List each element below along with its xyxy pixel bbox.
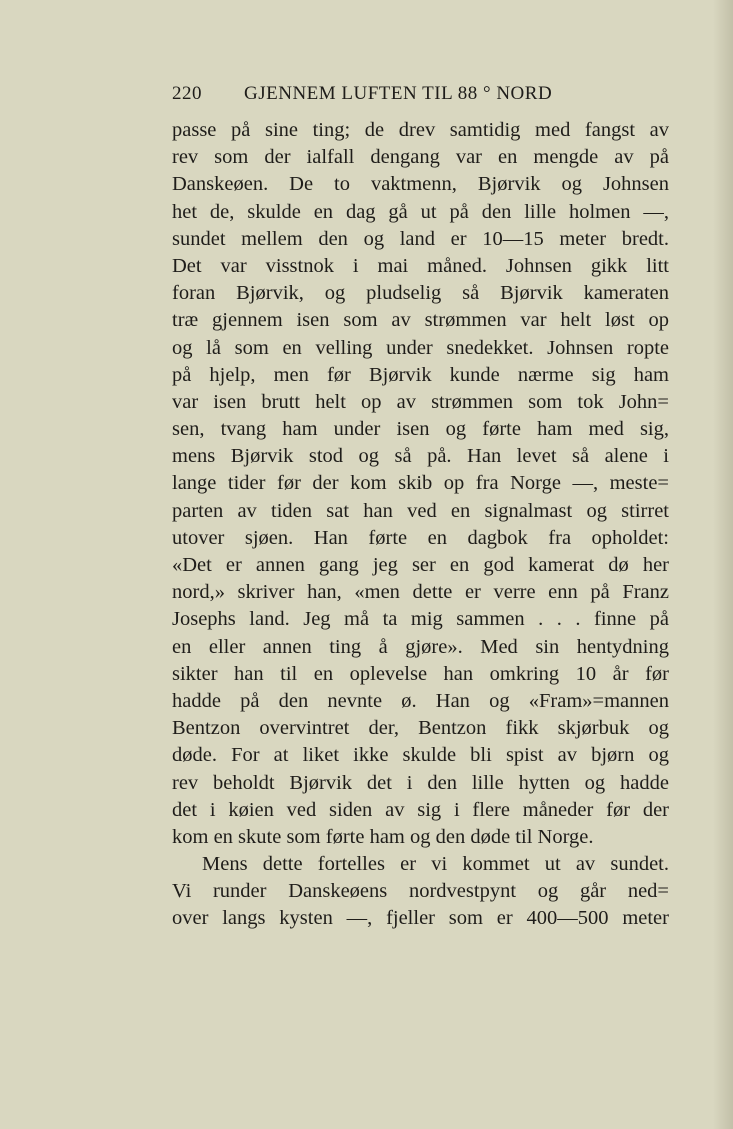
paragraph-end-line: kom en skute som førte ham og den døde til Norge. (172, 825, 594, 848)
text-line: hadde på den nevnte ø. Han og «Fram»=mannen (172, 689, 669, 712)
text-line: het de, skulde en dag gå ut på den lille holmen —, (172, 200, 669, 223)
page-edge-shadow (713, 0, 733, 1129)
text-line: en eller annen ting å gjøre». Med sin hentydning (172, 635, 669, 658)
text-line: Danskeøen. De to vaktmenn, Bjørvik og Johnsen (172, 173, 669, 196)
body-text (172, 117, 669, 933)
text-line: rev som der ialfall dengang var en mengde av på (172, 146, 669, 169)
text-line: Bentzon overvintret der, Bentzon fikk skjørbuk og (172, 717, 669, 740)
text-line: var isen brutt helt op av strømmen som tok John= (172, 390, 669, 413)
text-line: det i køien ved siden av sig i flere måneder før der (172, 798, 669, 821)
text-line: på hjelp, men før Bjørvik kunde nærme sig ham (172, 363, 669, 386)
text-line: foran Bjørvik, og pludselig så Bjørvik kameraten (172, 282, 669, 305)
text-line: sen, tvang ham under isen og førte ham med sig, (172, 418, 669, 441)
text-line: døde. For at liket ikke skulde bli spist av bjørn og (172, 744, 669, 767)
text-line: og lå som en velling under snedekket. Johnsen ropte (172, 336, 669, 359)
text-line: Det var visstnok i mai måned. Johnsen gikk litt (172, 254, 669, 277)
text-line: passe på sine ting; de drev samtidig med fangst av (172, 119, 669, 141)
text-line: over langs kysten —, fjeller som er 400—500 meter (172, 907, 669, 930)
text-line: lange tider før der kom skib op fra Norge —, meste= (172, 472, 669, 495)
text-line: utover sjøen. Han førte en dagbok fra opholdet: (172, 526, 669, 549)
text-line: Josephs land. Jeg må ta mig sammen . . . finne på (172, 608, 669, 631)
running-header (172, 83, 672, 105)
text-line: sikter han til en oplevelse han omkring 10 år før (172, 662, 669, 685)
page-number: 220 (172, 83, 202, 104)
text-line: «Det er annen gang jeg ser en god kamerat dø her (172, 554, 669, 576)
paragraph-start-line: Mens dette fortelles er vi kommet ut av sundet. (202, 853, 669, 876)
text-line: mens Bjørvik stod og så på. Han levet så alene i (172, 445, 669, 468)
text-line: sundet mellem den og land er 10—15 meter bredt. (172, 227, 669, 250)
text-line: rev beholdt Bjørvik det i den lille hytten og hadde (172, 771, 669, 794)
running-title: GJENNEM LUFTEN TIL 88 ° NORD (244, 83, 553, 104)
text-line: parten av tiden sat han ved en signalmast og stirret (172, 499, 669, 522)
text-line: træ gjennem isen som av strømmen var helt løst op (172, 309, 669, 332)
text-line: Vi runder Danskeøens nordvestpynt og går ned= (172, 880, 669, 903)
text-line: nord,» skriver han, «men dette er verre enn på Franz (172, 581, 669, 604)
